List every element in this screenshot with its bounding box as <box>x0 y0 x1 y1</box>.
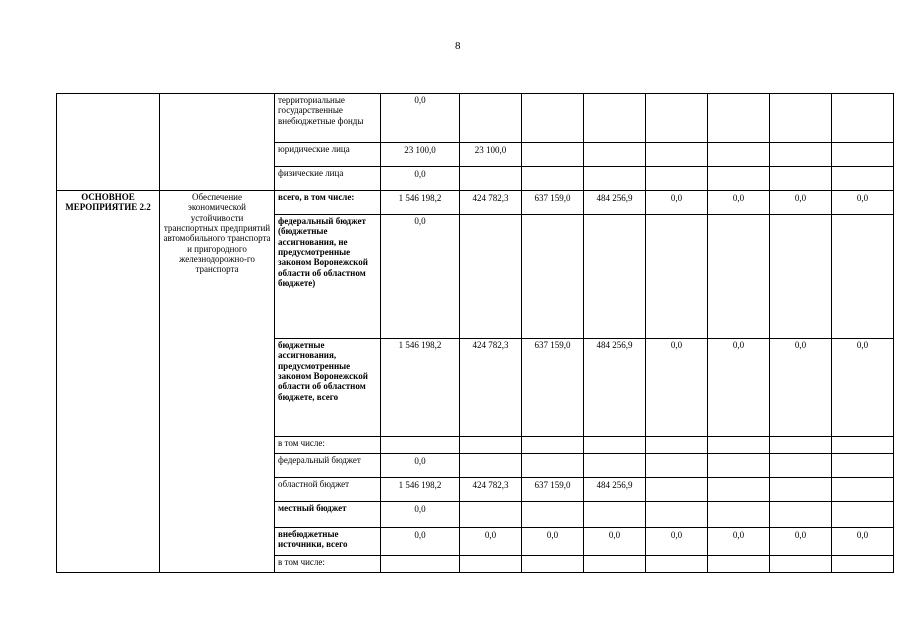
value-cell <box>584 437 646 454</box>
value-cell <box>460 215 522 339</box>
value-cell: 0,0 <box>832 339 894 437</box>
value-cell <box>646 143 708 167</box>
row-label: в том числе: <box>275 437 381 454</box>
row-label: территориальные государственные внебюджетные фонды <box>275 94 381 143</box>
value-cell <box>646 502 708 528</box>
value-cell <box>460 94 522 143</box>
value-cell: 637 159,0 <box>522 478 584 502</box>
value-cell <box>770 437 832 454</box>
value-cell <box>770 454 832 478</box>
value-cell <box>708 478 770 502</box>
value-cell <box>522 437 584 454</box>
value-cell <box>770 167 832 191</box>
value-cell: 0,0 <box>381 94 460 143</box>
value-cell <box>522 167 584 191</box>
value-cell: 0,0 <box>708 191 770 215</box>
value-cell <box>832 502 894 528</box>
value-cell <box>460 167 522 191</box>
value-cell: 1 546 198,2 <box>381 478 460 502</box>
value-cell <box>708 215 770 339</box>
value-cell: 0,0 <box>381 454 460 478</box>
row-label: федеральный бюджет <box>275 454 381 478</box>
value-cell: 0,0 <box>381 502 460 528</box>
row-label: бюджетные ассигнования, предусмотренные законом Воронежской области об областном бюджете, всего <box>275 339 381 437</box>
value-cell: 0,0 <box>381 215 460 339</box>
value-cell <box>646 94 708 143</box>
value-cell <box>708 502 770 528</box>
value-cell <box>584 94 646 143</box>
row-label: физические лица <box>275 167 381 191</box>
value-cell <box>708 143 770 167</box>
value-cell: 424 782,3 <box>460 478 522 502</box>
prev-event-cell <box>57 94 160 191</box>
row-label: областной бюджет <box>275 478 381 502</box>
value-cell: 0,0 <box>646 339 708 437</box>
table-row <box>57 191 894 215</box>
value-cell <box>832 556 894 573</box>
value-cell <box>460 556 522 573</box>
value-cell: 0,0 <box>708 528 770 556</box>
value-cell <box>646 556 708 573</box>
value-cell: 0,0 <box>646 528 708 556</box>
value-cell <box>832 454 894 478</box>
value-cell <box>522 143 584 167</box>
value-cell: 0,0 <box>522 528 584 556</box>
value-cell: 0,0 <box>770 191 832 215</box>
value-cell: 0,0 <box>460 528 522 556</box>
value-cell <box>646 437 708 454</box>
value-cell: 23 100,0 <box>381 143 460 167</box>
value-cell: 23 100,0 <box>460 143 522 167</box>
value-cell <box>770 478 832 502</box>
value-cell <box>832 437 894 454</box>
event-code: ОСНОВНОЕ МЕРОПРИЯТИЕ 2.2 <box>57 191 160 573</box>
row-label: федеральный бюджет (бюджетные ассигнования, не предусмотренные законом Воронежской области об областном бюджете) <box>275 215 381 339</box>
value-cell <box>832 167 894 191</box>
value-cell <box>770 143 832 167</box>
value-cell: 0,0 <box>381 167 460 191</box>
value-cell <box>522 454 584 478</box>
value-cell <box>832 215 894 339</box>
value-cell <box>708 454 770 478</box>
value-cell <box>770 94 832 143</box>
value-cell <box>708 167 770 191</box>
value-cell <box>522 502 584 528</box>
value-cell: 0,0 <box>770 528 832 556</box>
row-label: внебюджетные источники, всего <box>275 528 381 556</box>
value-cell <box>770 502 832 528</box>
row-label: местный бюджет <box>275 502 381 528</box>
value-cell <box>832 478 894 502</box>
value-cell: 0,0 <box>646 191 708 215</box>
value-cell <box>770 556 832 573</box>
value-cell: 484 256,9 <box>584 339 646 437</box>
value-cell: 424 782,3 <box>460 191 522 215</box>
funding-table <box>56 93 894 573</box>
value-cell <box>584 215 646 339</box>
value-cell: 0,0 <box>832 528 894 556</box>
table-row <box>57 94 894 143</box>
value-cell <box>770 215 832 339</box>
value-cell <box>522 94 584 143</box>
value-cell: 0,0 <box>832 191 894 215</box>
value-cell: 637 159,0 <box>522 339 584 437</box>
prev-goal-cell <box>160 94 275 191</box>
value-cell <box>646 478 708 502</box>
value-cell: 0,0 <box>708 339 770 437</box>
page-number: 8 <box>455 40 461 52</box>
value-cell <box>522 556 584 573</box>
value-cell: 424 782,3 <box>460 339 522 437</box>
value-cell <box>584 556 646 573</box>
value-cell <box>522 215 584 339</box>
value-cell <box>646 454 708 478</box>
value-cell <box>381 556 460 573</box>
value-cell <box>460 502 522 528</box>
value-cell: 637 159,0 <box>522 191 584 215</box>
value-cell <box>708 556 770 573</box>
value-cell: 0,0 <box>584 528 646 556</box>
value-cell: 1 546 198,2 <box>381 339 460 437</box>
value-cell <box>584 454 646 478</box>
value-cell: 0,0 <box>770 339 832 437</box>
value-cell <box>460 437 522 454</box>
value-cell: 484 256,9 <box>584 191 646 215</box>
value-cell: 484 256,9 <box>584 478 646 502</box>
value-cell <box>646 167 708 191</box>
value-cell <box>381 437 460 454</box>
row-label: всего, в том числе: <box>275 191 381 215</box>
value-cell: 0,0 <box>381 528 460 556</box>
value-cell <box>708 437 770 454</box>
value-cell <box>584 167 646 191</box>
value-cell: 1 546 198,2 <box>381 191 460 215</box>
event-title: Обеспечение экономической устойчивости транспортных предприятий автомобильного транспорта и пригородного железнодорожно-го транспорта <box>160 191 275 573</box>
value-cell <box>832 94 894 143</box>
value-cell <box>584 502 646 528</box>
value-cell <box>708 94 770 143</box>
value-cell <box>460 454 522 478</box>
row-label: в том числе: <box>275 556 381 573</box>
value-cell <box>832 143 894 167</box>
row-label: юридические лица <box>275 143 381 167</box>
value-cell <box>584 143 646 167</box>
value-cell <box>646 215 708 339</box>
